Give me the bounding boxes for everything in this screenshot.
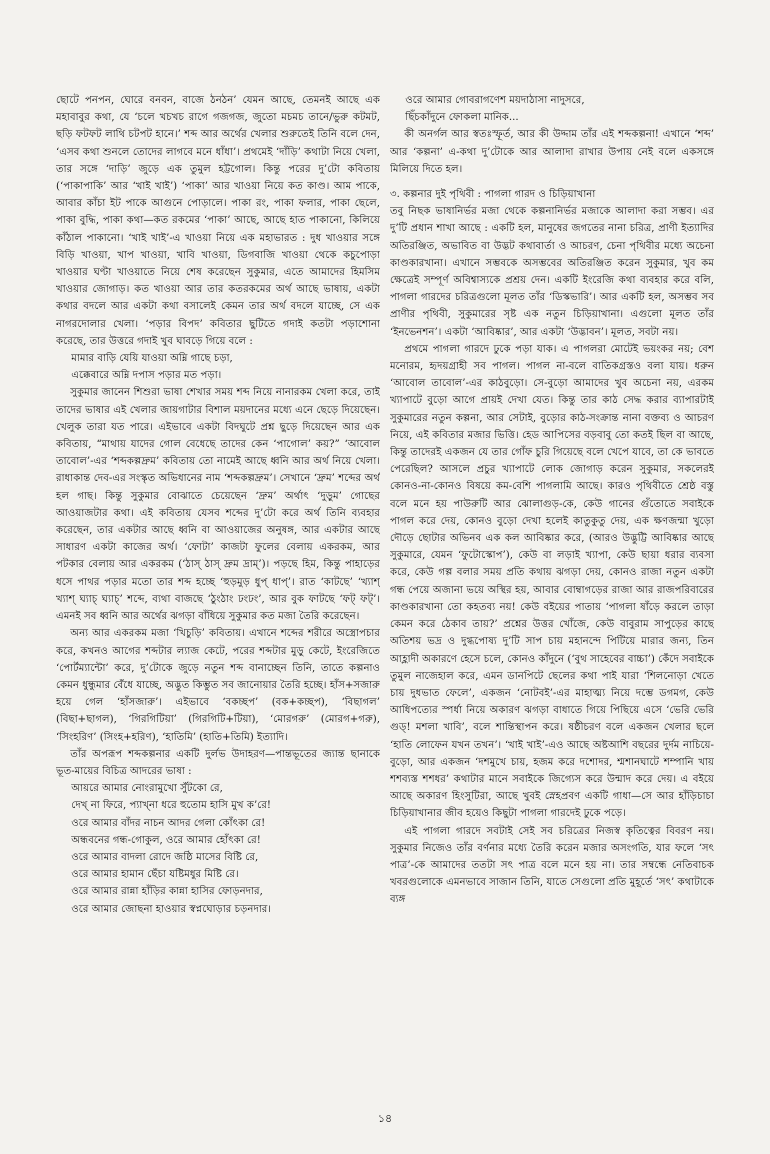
verse-line: দেখ্ না ফিরে, প্যাখ্না ধরে হুতোম হাসি মুখ ক’রে! — [71, 800, 272, 812]
paragraph: তাঁর অপরূপ শব্দকল্পনার একটি দুর্লভ উদাহরণ—পান্তভূতের জ্যান্ত ছানাকে ভূত-মায়ের বিচিত্র আদরের ভাষা : — [56, 748, 380, 777]
right-column — [390, 92, 714, 1112]
left-column — [56, 92, 380, 1112]
paragraph: ছোটে পনপন, ঘোরে বনবন, বাজে ঠনঠন’ যেমন আছে, তেমনই আছে এক মহাবাবুর কথা, যে ‘চলে খচখচ রাগে গজগজ, জুতো মচমচ তানে/ভুরু কটমট, ছড়ি ফটফট লাথি চটপট হানে।’ শব্দ আর অর্থের খেলার শুরুতেই তিনি বলে দেন, ‘এসব কথা শুনলে তোদের লাগবে মনে ধাঁধা’। প্রথমেই ‘দাঁড়ি’ কথাটা নিয়ে খেলা, তার সঙ্গে ‘দাড়ি’ জুড়ে এক তুমুল হট্টগোল। কিন্তু পরের দু’টো কবিতায় (‘পাকাপাকি’ আর ‘খাই খাই’) ‘পাকা’ আর খাওয়া নিয়ে কত কাণ্ড। আম পাকে, আবার কাঁচা ইট পাকে আগুনে পোড়ালে। পাকা রং, পাকা ফলার, পাকা ছেলে, পাকা বুদ্ধি, পাকা কথা—কত রকমের ‘পাকা’ আছে, আছে হাত পাকানো, কিলিয়ে কাঁঠাল পাকানো। ‘খাই খাই’-এ খাওয়া নিয়ে এক মহাভারত : দুধ খাওয়ার সঙ্গে বিড়ি খাওয়া, খাপ খাওয়া, খাবি খাওয়া, ডিগবাজি খাওয়া থেকে কচুপোড়া খাওয়ার ঘণ্টা খাওয়াতে নিয়ে শেষ করেছেন সুকুমার, এতে আমাদের হিমসিম খাওয়ার জোগাড়। কত খাওয়া আর তার কতরকমের অর্থ আছে ভাষায়, একটা কথার বদলে আর একটা কথা বসালেই কেমন তার অর্থ বদলে যাচ্ছে, সে এক নাগরদোলার খেলা। ‘পড়ার বিপদ’ কবিতার ছুটিতে গদাই কতটা পড়াশোনা করেছে, তার উত্তরে গদাই খুব ঘাবড়ে গিয়ে বলে : — [56, 95, 380, 347]
verse-line: আয়রে আমার নোংরামুখো সুঁটকো রে, — [71, 783, 223, 795]
verse-line: মামার বাড়ি যেয়ি যাওয়া অম্নি গাছে চড়া, — [71, 353, 233, 365]
verse-line: ছিঁচকাঁদুনে ফোকলা মানিক... — [405, 112, 519, 124]
verse-line: ওরে আমার বাঁদর নাচন আদর গেলা কোঁৎকা রে! — [71, 817, 266, 829]
verse-line: ওরে আমার হামান ছেঁচা যষ্টিমধুর মিষ্টি রে। — [71, 869, 239, 881]
page-number: ১৪ — [377, 1112, 393, 1125]
verse-line: ওরে আমার রান্না হাঁড়ির কান্না হাসির ফোড়নদার, — [71, 886, 263, 898]
verse-line: ওরে আমার গোবরাগণেশ ময়দাঠাসা নাদুসরে, — [405, 95, 585, 106]
verse-line: ওরে আমার বাদলা রোদে জষ্ঠি মাসের বিষ্টি রে, — [71, 851, 259, 863]
paragraph: এই পাগলা গারদে সবটাই সেই সব চরিত্রের নিজস্ব কৃতিত্বের বিবরণ নয়। সুকুমার নিজেও তাঁর বর্ণনার মধ্যে তৈরি করেন মজার অসংগতি, যার ফলে ‘সৎ পাত্র’-কে আমাদের ততটা সৎ পাত্র বলে মনে হয় না। তার সম্বন্ধে নেতিবাচক খবরগুলোকে এমনভাবে সাজান তিনি, যাতে সেগুলো প্রতি মুহূর্তে ‘সৎ’ কথাটাকে ব্যঙ্গ — [390, 825, 714, 906]
verse-line: অন্ধবনের গন্ধ-গোকুল, ওরে আমার হোঁৎকা রে! — [71, 834, 261, 846]
paragraph: তবু নিছক ভাষানির্ভর মজা থেকে কল্পনানির্ভর মজাকে আলাদা করা সম্ভব। এর দু’টি প্রধান শাখা আছে : একটি হল, মানুষের জগতের নানা চরিত্র, প্রাণী ইত্যাদির অতিরঞ্জিত, অভাবিত বা উদ্ভট কথাবার্তা ও আচরণ, চেনা পৃথিবীর মধ্যে অচেনা কাণ্ডকারখানা। এখানে সম্ভবকে অসম্ভবের অতিরঞ্জিত করেন সুকুমার, খুব কম ক্ষেত্রেই সম্পূর্ণ অবিশ্বাস্যকে প্রশ্রয় দেন। একটি ইংরেজি কথা ব্যবহার করে বলি, পাগলা গারদের চরিত্রগুলো মূলত তাঁর ‘ডিস্কভারি’। আর একটি হল, অসম্ভব সব প্রাণীর পৃথিবী, সুকুমারের সৃষ্ট এক নতুন চিড়িয়াখানা। এগুলো মূলত তাঁর ‘ইনভেনশন’। একটা ‘আবিষ্কার’, আর একটা ‘উদ্ভাবন’। মূলত, সবটা নয়। — [390, 206, 714, 338]
verse-line: ওরে আমার জোছনা হাওয়ার স্বপ্নঘোড়ার চড়নদার। — [71, 903, 272, 915]
verse-line: এক্কেবারে অম্নি দপাস পড়ার মত পড়া। — [71, 370, 222, 382]
paragraph: সুকুমার জানেন শিশুরা ভাষা শেখার সময় শব্দ নিয়ে নানারকম খেলা করে, তাই তাদের ভাষার এই খেলার জায়গাটার বিশাল ময়দানের মধ্যে এনে ছেড়ে দিয়েছেন। খেলুক তারা যত পারে। এইভাবে একটা বিদঘুটে প্রশ্ন ছুড়ে দিয়েছেন আর এক কবিতায়, “মাথায় যাদের গোল বেধেছে তাদের কেন ‘পাগোল’ কয়?” ‘আবোল তাবোল’-এর ‘শব্দকল্পদ্রুম’ কবিতায় তো নামেই আছে ধ্বনি আর অর্থ নিয়ে খেলা। রাধাকান্ত দেব-এর সংস্কৃত অভিধানের নাম ‘শব্দকল্পদ্রুম’। সেখানে ‘দ্রুম’ শব্দের অর্থ হল গাছ। কিন্তু সুকুমার বোঝাতে চেয়েছেন ‘দ্রুম’ অর্থাৎ ‘দুড়ুম’ গোছের আওয়াজটার কথা। এই কবিতায় যেসব শব্দের দু’টো করে অর্থ তিনি ব্যবহার করেছেন, তার একটার আছে ধ্বনি বা আওয়াজের অনুষঙ্গ, আর একটার আছে সাধারণ একটা কাজের অর্থ। ‘ফোটা’ কাজটা ফুলের বেলায় একরকম, আর পটকার বেলায় আর একরকম (‘ঠাস্ ঠাস্ দ্রুম দ্রাম্’)। পড়ছে হিম, কিন্তু পাহাড়ের ধসে পাথর পড়ার মতো তার শব্দ হচ্ছে ‘হুড়মুড় ধুপ্ ধাপ্’। রাত ‘কাটছে’ ‘খ্যাশ্ খ্যাশ্ ঘ্যাচ্ ঘ্যাচ্’ শব্দে, ব্যথা বাজছে ‘ঠুংঠাং ঢংঢং’, আর বুক ফাটছে ‘ফট্ ফট্’। এমনই সব ধ্বনি আর অর্থের ঝগড়া বাঁধিয়ে সুকুমার কত মজা তৈরি করেছেন। — [56, 387, 380, 623]
verse-block — [390, 92, 714, 126]
paragraph: কী অনর্গল আর স্বতঃস্ফূর্ত, আর কী উদ্দাম তাঁর এই শব্দকল্পনা! এখানে ‘শব্দ’ আর ‘কল্পনা’ এ-কথা দু’টোকে আর আলাদা রাখার উপায় নেই বলে একসঙ্গে মিলিয়ে দিতে হল। — [390, 129, 714, 175]
verse-block — [56, 780, 380, 918]
paragraph: প্রথমে পাগলা গারদে ঢুকে পড়া যাক। এ পাগলরা মোটেই ভয়ংকর নয়; বেশ মনোরম, হৃদয়গ্রাহী সব পাগল। পাগল না-বলে বাতিকগ্রস্তও বলা যায়। ধরুন ‘আবোল তাবোল’-এর কাঠবুড়ো। সে-বুড়ো আমাদের খুব অচেনা নয়, এরকম খ্যাপাটে বুড়ো আগে প্রায়ই দেখা যেত। কিন্তু তার কাঠ সেদ্ধ করার ব্যাপারটাই সুকুমারের নতুন কল্পনা, আর সেটাই, বুড়োর কাঠ-সংক্রান্ত নানা বক্তব্য ও আচরণ নিয়ে, এই কবিতার মজার ভিত্তি। হেড আপিসের বড়বাবু তো কতই ছিল বা আছে, কিন্তু তাদেরই একজন যে তার গোঁফ চুরি গিয়েছে বলে খেপে যাবে, তা কে ভাবতে পেরেছিল? আসলে প্রচুর খ্যাপাটে লোক জোগাড় করেন সুকুমার, সকলেরই কোনও-না-কোনও বিষয়ে কম-বেশি পাগলামি আছে। কারও পৃথিবীতে শ্রেষ্ঠ বস্তু বলে মনে হয় পাউরুটি আর ঝোলাগুড়-কে, কেউ গানের গুঁতোতে সবাইকে পাগল করে দেয়, কোনও বুড়ো দেখা হলেই কাতুকুতু দেয়, এক ক্ষণজন্মা খুড়ো দৌড়ে ছোটার অভিনব এক কল আবিষ্কার করে, (আরও উদ্ভুট্টি আবিষ্কার আছে সুকুমারে, যেমন ‘ফুটোস্কোপ’), কেউ বা লড়াই খ্যাপা, কেউ ছায়া ধরার ব্যবসা করে, কেউ গল্প বলার সময় প্রতি কথায় ঝগড়া দেয়, কোনও রাজা নতুন একটা গন্ধ পেয়ে অজানা ভয়ে অস্থির হয়, আবার বোম্বাগড়ের রাজা আর রাজপরিবারের কাণ্ডকারখানা তো কহতব্য নয়! কেউ বইয়ের পাতায় ‘পাগলা ষাঁড়ে করলে তাড়া কেমন করে ঠেকাব তায়?’ প্রশ্নের উত্তর খোঁজে, কেউ বাবুরাম সাপুড়ের কাছে অতিশয় ভদ্র ও দুগ্ধপোষ্য দু’টি সাপ চায় মহানন্দে পিটিয়ে মারার জন্য, তিন আহ্লাদী অকারণে হেসে চলে, কোনও কাঁদুনে (‘বুথ সাহেবের বাচ্চা’) কেঁদে সবাইকে তুমুল নাজেহাল করে, এমন ডানপিটে ছেলের কথা পাই যারা ‘শিলনোড়া খেতে চায় দুধভাত ফেলে’, একজন ‘নোটবই’-এর মাহাত্ম্য নিয়ে দম্ভে ডগমগ, কেউ আধিপত্যের স্পর্ধা নিয়ে অকারণ ঝগড়া বাধাতে গিয়ে পিছিয়ে এসে ‘ভেরি ভেরি গুড্! মশলা খাবি’, বলে শান্তিস্থাপন করে। ষষ্ঠীচরণ বলে একজন খেলার ছলে ‘হাতি লোফেন যখন তখন’। ‘খাই খাই’-এও আছে অষ্টআশি বছরের দুর্দম নাচিয়ে-বুড়ো, আর একজন ‘দশমুখে চায়, হজম করে দশোদর, শ্মশানঘাটে শম্পানি খায় শশব্যস্ত শশধর’ কথাটার মানে সবাইকে জিগ্যেস করে উন্মাদ করে দেয়। এ বইয়ে আছে অকারণ হিংসুটিরা, আছে খুবই স্নেহপ্রবণ একটি গাধা—সে আর হাঁড়িচাচা চিড়িয়াখানার জীব হয়েও কিছুটা পাগলা গারদেই ঢুকে পড়ে। — [390, 343, 714, 820]
section-heading: ৩. কল্পনার দুই পৃথিবী : পাগলা গারদ ও চিড়িয়াখানা — [390, 189, 596, 201]
paragraph: অন্য আর একরকম মজা ‘খিচুড়ি’ কবিতায়। এখানে শব্দের শরীরে অস্ত্রোপচার করে, কখনও আগের শব্দটার ল্যাজ কেটে, পরের শব্দটার মুড়ু কেটে, ইংরেজিতে ‘পোর্টম্যান্টো’ করে, দু’টোকে জুড়ে নতুন শব্দ বানাচ্ছেন তিনি, তাতে কল্পনাও কেমন ধুন্ধুমার বেঁধে যাচ্ছে, অদ্ভুত কিম্ভুত সব জানোয়ার তৈরি হচ্ছে। হাঁস+সজারু হয়ে গেল ‘হাঁসজারু’। এইভাবে ‘বকচ্ছপ’ (বক+কচ্ছপ), ‘বিছাগল’ (বিছা+ছাগল), ‘গিরগিটিয়া’ (গিরগিটি+টিয়া), ‘মোরগরু’ (মোরগ+গরু), ‘সিংহরিণ’ (সিংহ+হরিণ), ‘হাতিমি’ (হাতি+তিমি) ইত্যাদি। — [56, 628, 380, 743]
verse-block — [56, 350, 380, 384]
